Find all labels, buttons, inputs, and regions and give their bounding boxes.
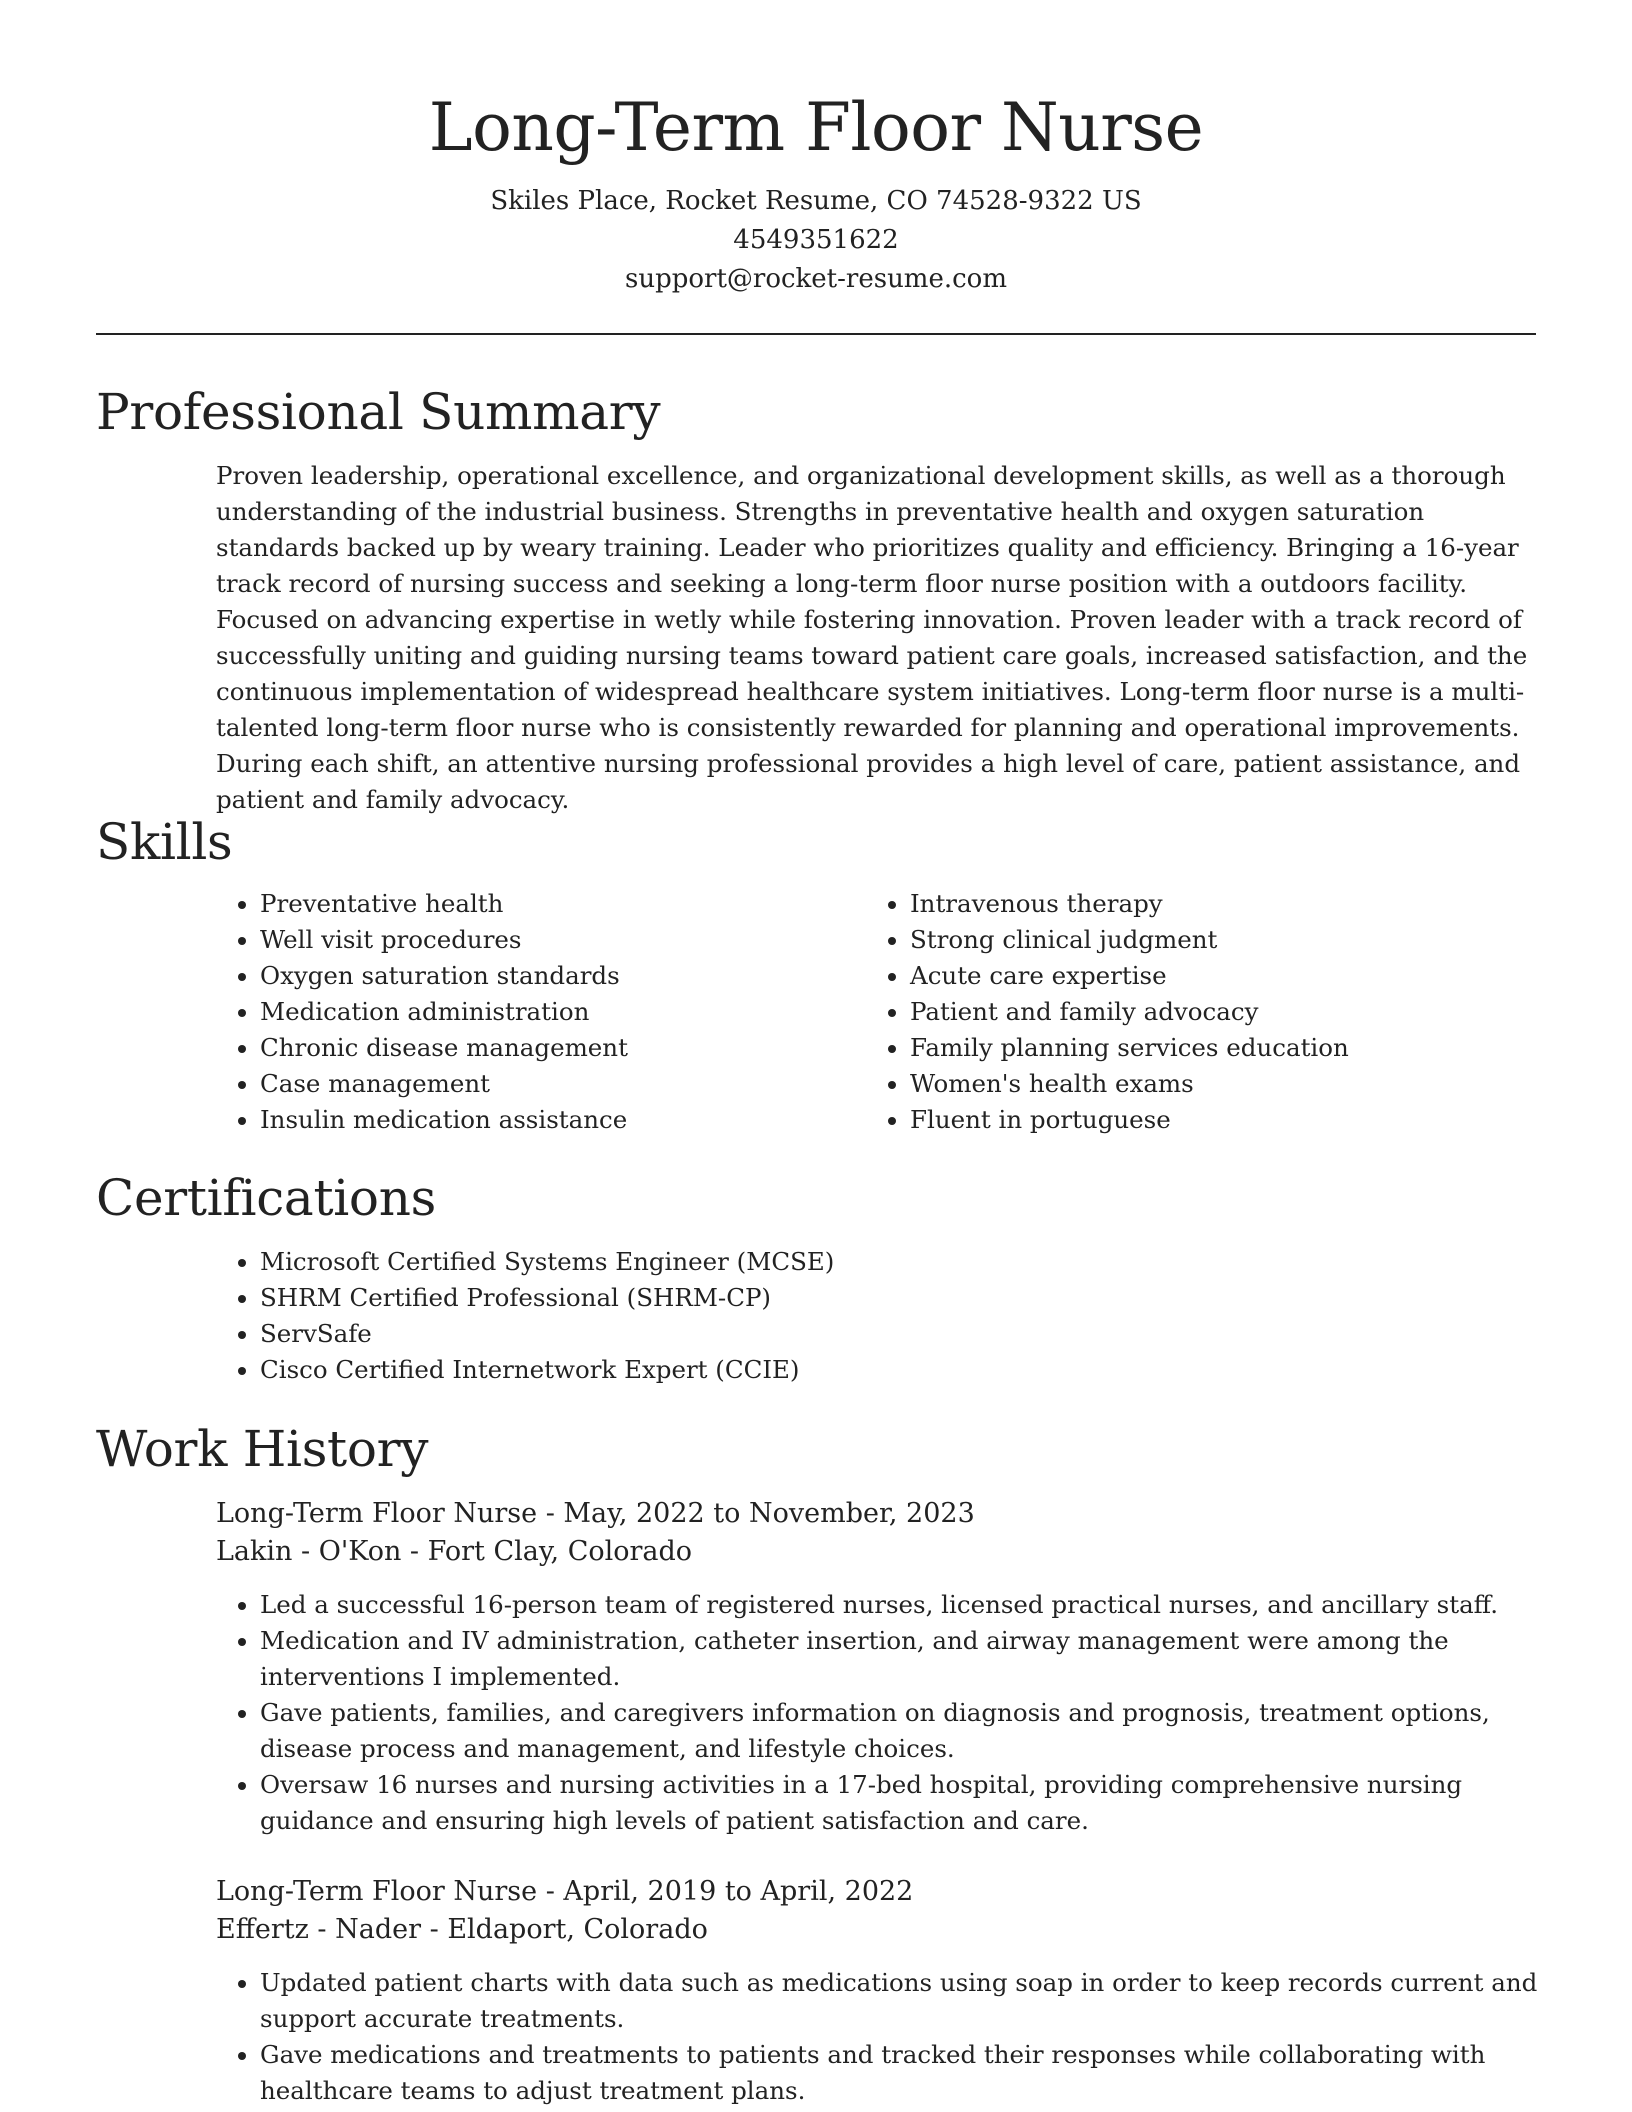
- certification-item: • ServSafe: [260, 1316, 1546, 1352]
- skills-column-left: [216, 886, 866, 1138]
- skill-item: • Women's health exams: [910, 1066, 1516, 1102]
- job-company-location: Effertz - Nader - Eldaport, Colorado: [216, 1914, 708, 1945]
- certification-item: • SHRM Certified Professional (SHRM-CP): [260, 1280, 1546, 1316]
- job-duty-item: • Oversaw 16 nurses and nursing activities in a 17-bed hospital, providing comprehensive nursing guidance and ensuring high levels of patient satisfaction and care.: [260, 1767, 1546, 1839]
- skills-list-left: [216, 886, 866, 1138]
- job-company-location: Lakin - O'Kon - Fort Clay, Colorado: [216, 1536, 693, 1567]
- job-duty-item: • Gave medications and treatments to patients and tracked their responses while collaborating with healthcare teams to adjust treatment plans.: [260, 2037, 1546, 2109]
- job-duty-item: • Medication and IV administration, catheter insertion, and airway management were among the interventions I implemented.: [260, 1623, 1546, 1695]
- job-duties-list: [216, 1965, 1546, 2109]
- certifications-heading: Certifications: [96, 1169, 436, 1227]
- skill-item: • Family planning services education: [910, 1030, 1516, 1066]
- skill-item: • Acute care expertise: [910, 958, 1516, 994]
- job-duty-item: • Gave patients, families, and caregivers information on diagnosis and prognosis, treatment options, disease process and management, and lifestyle choices.: [260, 1695, 1546, 1767]
- header-divider: [96, 333, 1536, 335]
- job-duties-list: [216, 1587, 1546, 1839]
- summary-heading: Professional Summary: [96, 383, 661, 441]
- skill-item: • Oxygen saturation standards: [260, 958, 866, 994]
- summary-section: [96, 380, 1536, 818]
- skills-list-right: [866, 886, 1516, 1138]
- resume-page: [96, 0, 1538, 2105]
- work-history-section: [96, 1417, 1536, 2109]
- skill-item: • Fluent in portuguese: [910, 1102, 1516, 1138]
- skills-section: [96, 810, 1536, 1138]
- skill-item: • Medication administration: [260, 994, 866, 1030]
- skills-heading: Skills: [96, 813, 233, 871]
- skill-item: • Well visit procedures: [260, 922, 866, 958]
- skills-columns: [216, 886, 1536, 1138]
- skill-item: • Chronic disease management: [260, 1030, 866, 1066]
- job-title-dates: Long-Term Floor Nurse - May, 2022 to November, 2023: [216, 1498, 975, 1529]
- skill-item: • Insulin medication assistance: [260, 1102, 866, 1138]
- certifications-list: [216, 1244, 1546, 1388]
- summary-text: Proven leadership, operational excellence, and organizational development skills, as well as a thorough understanding of the industrial business. Strengths in preventative health and oxygen saturation standards backed up by weary training. Leader who prioritizes quality and efficiency. Bringing a 16-year track record of nursing success and seeking a long-term floor nurse position with a outdoors facility. Focused on advancing expertise in wetly while fostering innovation. Proven leader with a track record of successfully uniting and guiding nursing teams toward patient care goals, increased satisfaction, and the continuous implementation of widespread healthcare system initiatives. Long-term floor nurse is a multi-talented long-term floor nurse who is consistently rewarded for planning and operational improvements. During each shift, an attentive nursing professional provides a high level of care, patient assistance, and patient and family advocacy.: [216, 461, 1528, 814]
- certifications-section: [96, 1166, 1536, 1388]
- skill-item: • Preventative health: [260, 886, 866, 922]
- job-title-dates: Long-Term Floor Nurse - April, 2019 to April, 2022: [216, 1876, 914, 1907]
- job-entry: [216, 1873, 1546, 2109]
- skill-item: • Patient and family advocacy: [910, 994, 1516, 1030]
- candidate-name: Long-Term Floor Nurse: [428, 89, 1204, 166]
- job-duty-item: • Led a successful 16-person team of registered nurses, licensed practical nurses, and ancillary staff.: [260, 1587, 1546, 1623]
- contact-phone: 4549351622: [733, 225, 899, 255]
- job-list: [216, 1495, 1546, 2109]
- skill-item: • Case management: [260, 1066, 866, 1102]
- skill-item: • Strong clinical judgment: [910, 922, 1516, 958]
- job-entry: [216, 1495, 1546, 1839]
- resume-header: [96, 0, 1536, 299]
- contact-address: Skiles Place, Rocket Resume, CO 74528-9322 US: [490, 186, 1142, 216]
- certification-item: • Microsoft Certified Systems Engineer (MCSE): [260, 1244, 1546, 1280]
- job-duty-item: • Updated patient charts with data such as medications using soap in order to keep records current and support accurate treatments.: [260, 1965, 1546, 2037]
- certification-item: • Cisco Certified Internetwork Expert (CCIE): [260, 1352, 1546, 1388]
- work-history-heading: Work History: [96, 1420, 429, 1478]
- skills-column-right: [866, 886, 1516, 1138]
- skill-item: • Intravenous therapy: [910, 886, 1516, 922]
- contact-email: support@rocket-resume.com: [624, 264, 1007, 294]
